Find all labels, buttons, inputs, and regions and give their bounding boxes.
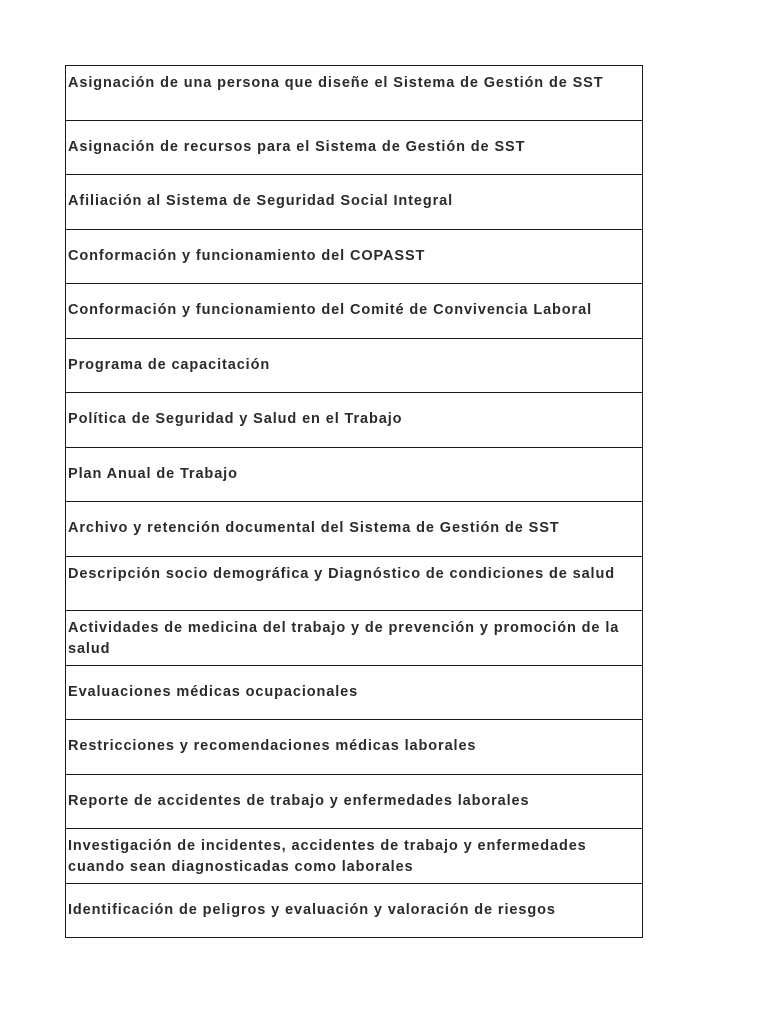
- table-cell: Programa de capacitación: [66, 338, 643, 393]
- table-cell: Asignación de una persona que diseñe el Sistema de Gestión de SST: [66, 66, 643, 121]
- table-row: [66, 829, 643, 884]
- table-row: [66, 66, 643, 121]
- table-row: [66, 665, 643, 720]
- table-row: [66, 883, 643, 938]
- table-cell: Plan Anual de Trabajo: [66, 447, 643, 502]
- table-row: [66, 338, 643, 393]
- table-row: [66, 120, 643, 175]
- table-row: [66, 556, 643, 611]
- table-cell: Reporte de accidentes de trabajo y enfermedades laborales: [66, 774, 643, 829]
- table-row: [66, 502, 643, 557]
- table-cell: Afiliación al Sistema de Seguridad Social Integral: [66, 175, 643, 230]
- table-cell: Restricciones y recomendaciones médicas laborales: [66, 720, 643, 775]
- table-row: [66, 447, 643, 502]
- table-cell: Archivo y retención documental del Sistema de Gestión de SST: [66, 502, 643, 557]
- table-row: [66, 229, 643, 284]
- table-cell: Descripción socio demográfica y Diagnóstico de condiciones de salud: [66, 556, 643, 611]
- requirements-table: [65, 65, 643, 938]
- table-cell: Asignación de recursos para el Sistema de Gestión de SST: [66, 120, 643, 175]
- table-cell: Investigación de incidentes, accidentes de trabajo y enfermedades cuando sean diagnosticadas como laborales: [66, 829, 643, 884]
- table-cell: Evaluaciones médicas ocupacionales: [66, 665, 643, 720]
- table-row: [66, 611, 643, 666]
- table-cell: Conformación y funcionamiento del COPASST: [66, 229, 643, 284]
- table-row: [66, 175, 643, 230]
- table-row: [66, 774, 643, 829]
- table-cell: Política de Seguridad y Salud en el Trabajo: [66, 393, 643, 448]
- table-cell: Conformación y funcionamiento del Comité de Convivencia Laboral: [66, 284, 643, 339]
- table-row: [66, 720, 643, 775]
- table-row: [66, 284, 643, 339]
- table-cell: Identificación de peligros y evaluación y valoración de riesgos: [66, 883, 643, 938]
- table-row: [66, 393, 643, 448]
- table-cell: Actividades de medicina del trabajo y de prevención y promoción de la salud: [66, 611, 643, 666]
